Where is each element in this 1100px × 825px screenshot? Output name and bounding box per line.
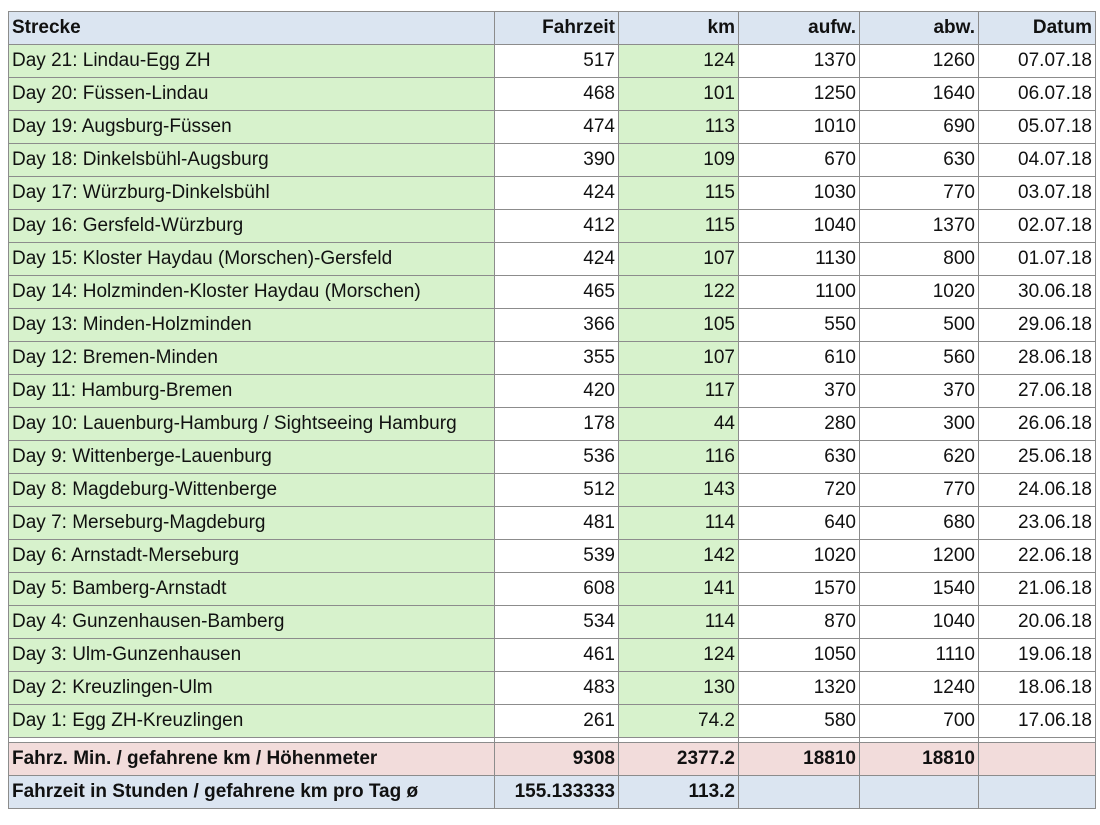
cell-aufw[interactable]: 280 [739,408,860,441]
cell-aufw[interactable]: 1100 [739,276,860,309]
cell-aufw[interactable]: 1050 [739,639,860,672]
average-aufw-cell[interactable] [739,776,860,809]
cell-fahrzeit[interactable]: 534 [495,606,619,639]
cell-aufw[interactable]: 550 [739,309,860,342]
cell-aufw[interactable]: 1030 [739,177,860,210]
cell-fahrzeit[interactable]: 517 [495,45,619,78]
cell-fahrzeit[interactable]: 178 [495,408,619,441]
table-row [9,507,1096,540]
cell-abw[interactable]: 560 [860,342,979,375]
table-row [9,639,1096,672]
cell-abw[interactable]: 1110 [860,639,979,672]
table-row [9,375,1096,408]
cell-strecke[interactable]: Day 21: Lindau-Egg ZH [9,45,495,78]
cell-km[interactable]: 143 [619,474,739,507]
average-km[interactable]: 113.2 [619,776,739,809]
cell-strecke[interactable]: Day 11: Hamburg-Bremen [9,375,495,408]
cell-strecke[interactable]: Day 7: Merseburg-Magdeburg [9,507,495,540]
cell-km[interactable]: 116 [619,441,739,474]
cell-abw[interactable]: 1260 [860,45,979,78]
cell-km[interactable]: 109 [619,144,739,177]
total-km[interactable]: 2377.2 [619,743,739,776]
header-row [9,12,1096,45]
cell-datum[interactable]: 02.07.18 [979,210,1096,243]
cell-datum[interactable]: 19.06.18 [979,639,1096,672]
cell-fahrzeit[interactable]: 424 [495,177,619,210]
cell-aufw[interactable]: 640 [739,507,860,540]
table-row [9,474,1096,507]
header-aufw[interactable]: aufw. [739,12,860,45]
cell-km[interactable]: 114 [619,507,739,540]
table-row [9,408,1096,441]
cell-strecke[interactable]: Day 15: Kloster Haydau (Morschen)-Gersfeld [9,243,495,276]
cell-km[interactable]: 101 [619,78,739,111]
cell-datum[interactable]: 20.06.18 [979,606,1096,639]
average-datum-cell[interactable] [979,776,1096,809]
cell-strecke[interactable]: Day 8: Magdeburg-Wittenberge [9,474,495,507]
total-aufw[interactable]: 18810 [739,743,860,776]
cell-datum[interactable]: 18.06.18 [979,672,1096,705]
table-row [9,705,1096,738]
cell-strecke[interactable]: Day 20: Füssen-Lindau [9,78,495,111]
average-row [9,776,1096,809]
cell-aufw[interactable]: 1250 [739,78,860,111]
cell-aufw[interactable]: 1570 [739,573,860,606]
cell-aufw[interactable]: 1010 [739,111,860,144]
table-row [9,342,1096,375]
table-row [9,573,1096,606]
cell-abw[interactable]: 1540 [860,573,979,606]
stage-table [8,11,1096,809]
cell-abw[interactable]: 1200 [860,540,979,573]
cell-km[interactable]: 107 [619,243,739,276]
cell-aufw[interactable]: 1020 [739,540,860,573]
cell-datum[interactable]: 29.06.18 [979,309,1096,342]
cell-abw[interactable]: 370 [860,375,979,408]
cell-abw[interactable]: 500 [860,309,979,342]
cell-strecke[interactable]: Day 18: Dinkelsbühl-Augsburg [9,144,495,177]
cell-strecke[interactable]: Day 10: Lauenburg-Hamburg / Sightseeing Hamburg [9,408,495,441]
cell-abw[interactable]: 1040 [860,606,979,639]
cell-strecke[interactable]: Day 6: Arnstadt-Merseburg [9,540,495,573]
cell-datum[interactable]: 07.07.18 [979,45,1096,78]
cell-abw[interactable]: 1640 [860,78,979,111]
cell-aufw[interactable]: 870 [739,606,860,639]
cell-fahrzeit[interactable]: 355 [495,342,619,375]
cell-aufw[interactable]: 630 [739,441,860,474]
cell-datum[interactable]: 03.07.18 [979,177,1096,210]
cell-fahrzeit[interactable]: 461 [495,639,619,672]
cell-fahrzeit[interactable]: 536 [495,441,619,474]
cell-datum[interactable]: 28.06.18 [979,342,1096,375]
header-abw[interactable]: abw. [860,12,979,45]
cell-datum[interactable]: 06.07.18 [979,78,1096,111]
cell-strecke[interactable]: Day 19: Augsburg-Füssen [9,111,495,144]
cell-abw[interactable]: 1020 [860,276,979,309]
table-row [9,78,1096,111]
cell-fahrzeit[interactable]: 512 [495,474,619,507]
table-row [9,276,1096,309]
cell-km[interactable]: 114 [619,606,739,639]
total-fahrzeit[interactable]: 9308 [495,743,619,776]
cell-abw[interactable]: 620 [860,441,979,474]
cell-abw[interactable]: 770 [860,474,979,507]
cell-strecke[interactable]: Day 13: Minden-Holzminden [9,309,495,342]
cell-strecke[interactable]: Day 5: Bamberg-Arnstadt [9,573,495,606]
cell-strecke[interactable]: Day 1: Egg ZH-Kreuzlingen [9,705,495,738]
table-row [9,177,1096,210]
cell-abw[interactable]: 630 [860,144,979,177]
total-label[interactable]: Fahrz. Min. / gefahrene km / Höhenmeter [9,743,495,776]
cell-km[interactable]: 130 [619,672,739,705]
header-fahrzeit[interactable]: Fahrzeit [495,12,619,45]
cell-fahrzeit[interactable]: 481 [495,507,619,540]
table-row [9,606,1096,639]
cell-datum[interactable]: 21.06.18 [979,573,1096,606]
cell-km[interactable]: 124 [619,639,739,672]
cell-km[interactable]: 124 [619,45,739,78]
average-fahrzeit[interactable]: 155.133333 [495,776,619,809]
cell-fahrzeit[interactable]: 424 [495,243,619,276]
cell-datum[interactable]: 25.06.18 [979,441,1096,474]
cell-fahrzeit[interactable]: 539 [495,540,619,573]
header-strecke[interactable]: Strecke [9,12,495,45]
table-row [9,210,1096,243]
header-km[interactable]: km [619,12,739,45]
cell-strecke[interactable]: Day 17: Würzburg-Dinkelsbühl [9,177,495,210]
cell-datum[interactable]: 27.06.18 [979,375,1096,408]
header-datum[interactable]: Datum [979,12,1096,45]
cell-fahrzeit[interactable]: 608 [495,573,619,606]
cell-datum[interactable]: 01.07.18 [979,243,1096,276]
cell-aufw[interactable]: 670 [739,144,860,177]
cell-strecke[interactable]: Day 3: Ulm-Gunzenhausen [9,639,495,672]
cell-strecke[interactable]: Day 4: Gunzenhausen-Bamberg [9,606,495,639]
cell-km[interactable]: 142 [619,540,739,573]
cell-abw[interactable]: 770 [860,177,979,210]
average-abw-cell[interactable] [860,776,979,809]
cell-datum[interactable]: 17.06.18 [979,705,1096,738]
cell-km[interactable]: 74.2 [619,705,739,738]
cell-km[interactable]: 113 [619,111,739,144]
cell-datum[interactable]: 24.06.18 [979,474,1096,507]
cell-km[interactable]: 44 [619,408,739,441]
total-abw[interactable]: 18810 [860,743,979,776]
cell-aufw[interactable]: 370 [739,375,860,408]
table-row [9,441,1096,474]
cell-fahrzeit[interactable]: 483 [495,672,619,705]
cell-abw[interactable]: 1370 [860,210,979,243]
cell-abw[interactable]: 300 [860,408,979,441]
cell-strecke[interactable]: Day 16: Gersfeld-Würzburg [9,210,495,243]
cell-aufw[interactable]: 1130 [739,243,860,276]
cell-fahrzeit[interactable]: 465 [495,276,619,309]
cell-abw[interactable]: 690 [860,111,979,144]
average-label[interactable]: Fahrzeit in Stunden / gefahrene km pro Tag ø [9,776,495,809]
cell-abw[interactable]: 1240 [860,672,979,705]
cell-datum[interactable]: 04.07.18 [979,144,1096,177]
cell-strecke[interactable]: Day 12: Bremen-Minden [9,342,495,375]
cell-aufw[interactable]: 1370 [739,45,860,78]
cell-fahrzeit[interactable]: 390 [495,144,619,177]
cell-km[interactable]: 141 [619,573,739,606]
cell-datum[interactable]: 05.07.18 [979,111,1096,144]
table-row [9,243,1096,276]
cell-abw[interactable]: 800 [860,243,979,276]
cell-km[interactable]: 115 [619,177,739,210]
cell-fahrzeit[interactable]: 474 [495,111,619,144]
cell-fahrzeit[interactable]: 420 [495,375,619,408]
total-row [9,743,1096,776]
cell-datum[interactable]: 30.06.18 [979,276,1096,309]
table-row [9,45,1096,78]
cell-aufw[interactable]: 610 [739,342,860,375]
cell-km[interactable]: 117 [619,375,739,408]
table-row [9,540,1096,573]
cell-fahrzeit[interactable]: 366 [495,309,619,342]
cell-fahrzeit[interactable]: 468 [495,78,619,111]
cell-fahrzeit[interactable]: 412 [495,210,619,243]
cell-aufw[interactable]: 580 [739,705,860,738]
cell-km[interactable]: 105 [619,309,739,342]
cell-strecke[interactable]: Day 2: Kreuzlingen-Ulm [9,672,495,705]
cell-aufw[interactable]: 720 [739,474,860,507]
cell-datum[interactable]: 22.06.18 [979,540,1096,573]
cell-abw[interactable]: 700 [860,705,979,738]
cell-km[interactable]: 122 [619,276,739,309]
table-row [9,672,1096,705]
cell-strecke[interactable]: Day 14: Holzminden-Kloster Haydau (Morschen) [9,276,495,309]
cell-strecke[interactable]: Day 9: Wittenberge-Lauenburg [9,441,495,474]
cell-km[interactable]: 115 [619,210,739,243]
table-row [9,309,1096,342]
cell-aufw[interactable]: 1040 [739,210,860,243]
cell-datum[interactable]: 26.06.18 [979,408,1096,441]
total-datum-cell[interactable] [979,743,1096,776]
cell-aufw[interactable]: 1320 [739,672,860,705]
cell-datum[interactable]: 23.06.18 [979,507,1096,540]
cell-abw[interactable]: 680 [860,507,979,540]
cell-km[interactable]: 107 [619,342,739,375]
cell-fahrzeit[interactable]: 261 [495,705,619,738]
table-row [9,144,1096,177]
table-row [9,111,1096,144]
